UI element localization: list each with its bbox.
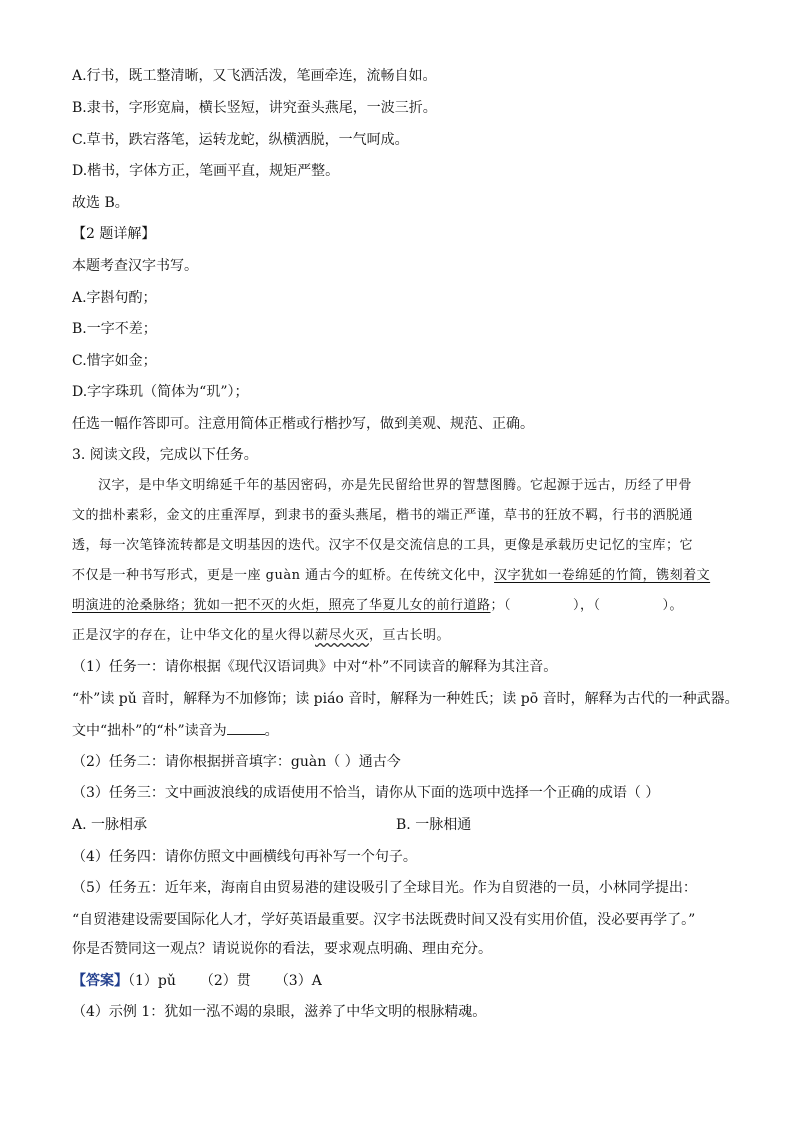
task-5-prompt: 你是否赞同这一观点？请说说你的看法，要求观点明确、理由充分。: [72, 941, 492, 957]
passage-line-3: 透，每一次笔锋流转都是文明基因的迭代。汉字不仅是交流信息的工具，更像是承载历史记忆的宝库；它: [72, 538, 694, 553]
task-1-question-end: 。: [264, 723, 279, 739]
item-c-line: C.惜字如金；: [72, 353, 157, 369]
instruction-line: 任选一幅作答即可。注意用简体正楷或行楷抄写，做到美观、规范、正确。: [72, 416, 534, 432]
task-5-quote: “自贸港建设需要国际化人才，学好英语最重要。汉字书法既费时间又没有实用价值，没必要再学了。”: [72, 912, 696, 928]
task-5: （5）任务五：近年来，海南自由贸易港的建设吸引了全球目光。作为自贸港的一员，小林同学提出：: [72, 880, 697, 896]
option-a-line: A.行书，既工整清晰，又飞洒活泼，笔画牵连，流畅自如。: [72, 68, 437, 84]
option-d-line: D.楷书，字体方正，笔画平直，规矩严整。: [72, 163, 340, 179]
item-b-line: B.一字不差；: [72, 321, 157, 337]
task-4: （4）任务四：请你仿照文中画横线句再补写一个句子。: [72, 849, 417, 865]
answer-label: 【答案】: [72, 973, 128, 989]
task-1-question: [72, 720, 279, 741]
blank-close: ）。: [662, 598, 684, 613]
task-1-question-text: 文中“拙朴”的“朴”读音为: [72, 723, 227, 739]
item-a-line: A.字斟句酌；: [72, 290, 157, 306]
question-3-heading: 3. 阅读文段，完成以下任务。: [72, 447, 258, 463]
task-2: （2）任务二：请你根据拼音填字：guàn（ ）通古今: [72, 754, 401, 770]
underlined-sentence-part-1: 汉字犹如一卷绵延的竹简，镌刻着文: [494, 568, 711, 583]
passage-line-6-end: ，亘古长明。: [369, 628, 451, 643]
option-a: A. 一脉相承: [72, 817, 148, 833]
wavy-underlined-idiom: 薪尽火灭: [315, 628, 370, 643]
blank-separator: ），（: [573, 598, 601, 613]
section-heading: 【2 题详解】: [72, 226, 156, 242]
task-3: （3）任务三：文中画波浪线的成语使用不恰当，请你从下面的选项中选择一个正确的成语（ ）: [72, 785, 660, 801]
passage-line-4: [72, 566, 710, 586]
passage-line-4-text: 不仅是一种书写形式，更是一座 guàn 通古今的虹桥。在传统文化中，: [72, 568, 495, 583]
passage-line-6-text: 正是汉字的存在，让中华文化的星火得以: [72, 628, 316, 643]
answer-3: （3）A: [274, 973, 322, 989]
choice-line: 故选 B。: [72, 195, 129, 211]
answer-2: （2）贯: [199, 973, 251, 989]
option-b: B. 一脉相通: [396, 817, 472, 833]
blank-open: ；（: [490, 598, 512, 613]
underlined-sentence-part-2: 明演进的沧桑脉络；犹如一把不灭的火炬，照亮了华夏儿女的前行道路: [72, 598, 491, 613]
passage-line-2: 文的拙朴素彩，金文的庄重浑厚，到隶书的蚕头燕尾，楷书的端正严谨，草书的狂放不羁，行书的洒脱通: [72, 508, 694, 523]
passage-line-6: [72, 626, 450, 646]
pronunciation-blank[interactable]: [227, 720, 265, 735]
passage-line-5: [72, 596, 683, 616]
topic-line: 本题考查汉字书写。: [72, 258, 198, 274]
option-c-line: C.草书，跌宕落笔，运转龙蛇，纵横洒脱，一气呵成。: [72, 132, 409, 148]
answer-line: [72, 971, 322, 991]
option-b-line: B.隶书，字形宽扁，横长竖短，讲究蚕头燕尾，一波三折。: [72, 100, 437, 116]
task-3-options: [72, 815, 732, 835]
task-1-explanation: “朴”读 pǔ 音时，解释为不加修饰；读 piáo 音时，解释为一种姓氏；读 pō 音时，解释为古代的一种武器。: [72, 691, 739, 707]
task-1: （1）任务一：请你根据《现代汉语词典》中对“朴”不同读音的解释为其注音。: [72, 659, 558, 675]
passage-line-1: 汉字，是中华文明绵延千年的基因密码，亦是先民留给世界的智慧图腾。它起源于远古，历经了甲骨: [98, 478, 693, 493]
answer-1: （1）pǔ: [128, 973, 176, 989]
answer-4: （4）示例 1：犹如一泓不竭的泉眼，滋养了中华文明的根脉精魂。: [72, 1004, 487, 1020]
item-d-line: D.字字珠玑（简体为“玑”）；: [72, 384, 249, 400]
